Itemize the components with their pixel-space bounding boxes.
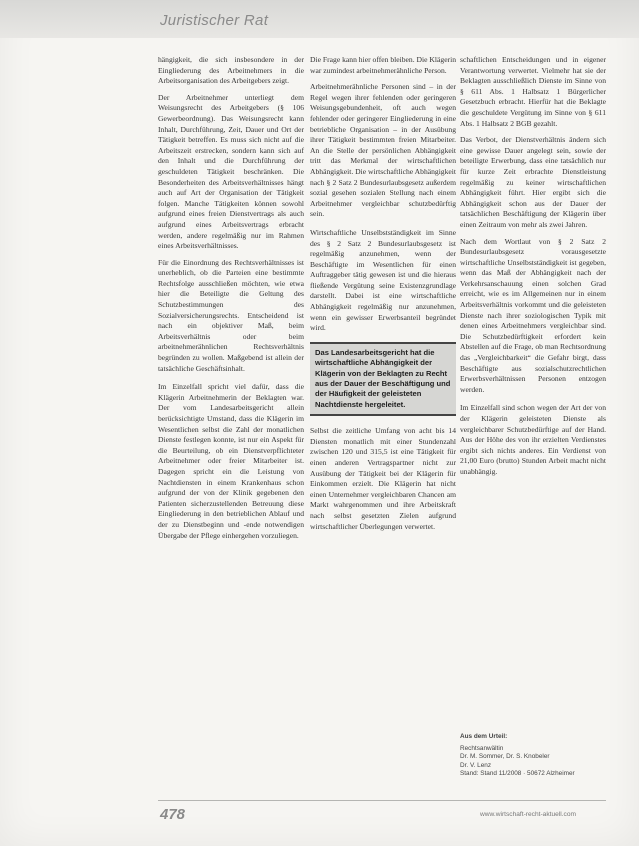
paragraph: schaftlichen Entscheidungen und in eigener Verantwortung verwertet. Vielmehr hat sie der Beklagten ausschließlich Dienste im Sinne von § 611 Abs. 1 Halbsatz 1 Bürgerlicher Gesetzbuch erbracht. Hierfür hat die Beklagte die geschuldete Vergütung im Sinne von § 611 Abs. 1 Halbsatz 2 BGB gezahlt. (460, 55, 606, 128)
paragraph: Im Einzelfall sind schon wegen der Art der von der Klägerin geleisteten Dienste als vergleichbarer Schutzbedürftige auf der Hand. Aus der Höhe des von ihr erzielten Verdienstes ergibt sich nichts anderes. Ein Verdienst von 21,00 Euro (brutto) Stunden Arbeit macht nicht unabhängig. (460, 403, 606, 476)
source-line: Dr. M. Sommer, Dr. S. Knobeler (460, 753, 550, 761)
page-number: 478 (160, 806, 186, 823)
footer-url[interactable]: www.wirtschaft-recht-aktuell.com (480, 811, 576, 818)
paragraph: Selbst die zeitliche Umfang von acht bis 14 Diensten monatlich mit einer Stundenzahl zwischen 120 und 315,5 ist eine Tätigkeit für einen anderen Vertragspartner nicht zur Ausübung der Tätigkeit bei der Klägerin für Einkommen erzielt. Die Klägerin hat nicht einen Unternehmer vergleichbaren Chancen am Markt wahrgenommen und ihre Arbeitskraft nach selbst gesetzten Zielen aufgrund wirtschaftlicher Überlegungen verwertet. (310, 426, 456, 531)
paragraph: Nach dem Wortlaut von § 2 Satz 2 Bundesurlaubsgesetz vorausgesetzte wirtschaftliche Unselbstständigkeit ist gegeben, wenn das Maß der Abhängigkeit nach der Verkehrsanschauung einen solchen Grad erreicht, wie es im Allgemeinen nur in einem Arbeitsverhältnis vorkommt und die geleisteten Dienste nach ihrer soziologischen Typik mit denen eines Arbeitnehmers vergleichbar sind. Die Schutzbedürftigkeit erfordert kein Abstellen auf die Frage, ob man Rechtsordnung das „Vergleichbarkeit“ die Gefahr birgt, dass Beschäftigte aus sozialschutzrechtlichen Erwerbsverhältnissen Personen entzogen werden. (460, 236, 606, 394)
paragraph: Das Verbot, der Dienstverhältnis ändern sich eine gewisse Dauer angelegt sein, sowie der beteiligte Erwerbung, dass eine tatsächlich nur für kurze Zeit erbrachte Dienstleistung regelmäßig zu keiner wirtschaftlichen Abhängigkeit führt. Hier ergibt sich die Abhängigkeit schon aus der Dauer der tatsächlichen Beschäftigung der Klägerin über einen Zeitraum von mehr als zwei Jahren. (460, 135, 606, 229)
source-box (460, 733, 606, 779)
paragraph: Im Einzelfall spricht viel dafür, dass die Klägerin Arbeitnehmerin der Beklagten war. Der vom Landesarbeitsgericht allein berücksichtigte Umstand, dass die Klägerin im Wesentlichen selbst die Zahl der monatlichen Dienste festlegen konnte, ist nur ein Aspekt für die Beurteilung, ob ein Dienstverpflichteter Arbeitnehmer oder freier Mitarbeiter ist. Dagegen spricht ein die Leistung von Nachtdiensten in einem Krankenhaus schon aufgrund der von der Klinik gegebenen den Patienten sicherzustellenden Betreuung diese Eingliederung in den betrieblichen Ablauf und der zu Dienstbeginn und -ende notwendigen Übergabe der Pflege einhergehen vorzuliegen. (158, 382, 304, 540)
source-line: Dr. V. Lenz (460, 761, 492, 769)
text-column-3 (460, 55, 606, 484)
text-column-1 (158, 55, 304, 547)
pull-quote: Das Landesarbeitsgericht hat die wirtschaftliche Abhängigkeit der Klägerin von der Beklagten zu Recht aus der Dauer der Beschäftigung und der Häufigkeit der geleisteten Nachtdienste hergeleitet. (310, 342, 456, 416)
text-column-2 (310, 55, 456, 538)
footer-divider (158, 800, 606, 801)
source-heading: Aus dem Urteil: (460, 733, 508, 740)
paragraph: Der Arbeitnehmer unterliegt dem Weisungsrecht des Arbeitgebers (§ 106 Gewerbeordnung). Das Weisungsrecht kann Inhalt, Durchführung, Zeit, Dauer und Ort der Tätigkeit betreffen. Es muss sich nicht auf die Arbeitszeit erstrecken, sondern kann sich auf den Inhalt und die Durchführung der geschuldeten Tätigkeit beschränken. Die Besonderheiten des Arbeitsverhältnisses hängt auch auf Art der Organisation der Tätigkeit folgen. Manche Tätigkeiten können sowohl aufgrund eines freien Dienstvertrags als auch aufgrund eines Arbeitsvertrags erbracht werden, andere regelmäßig nur im Rahmen eines Arbeitsverhältnisses. (158, 92, 304, 251)
paragraph: Wirtschaftliche Unselbstständigkeit im Sinne des § 2 Satz 2 Bundesurlaubsgesetz ist regelmäßig anzunehmen, wenn der Beschäftigte im Wesentlichen für einen Auftraggeber tätig gewesen ist und die hieraus fließende Vergütung seine Existenzgrundlage darstellt. Dabei ist eine wirtschaftliche Abhängigkeit regelmäßig nur anzunehmen, wenn ein gewisser Erwerbsanteil begründet wird. (310, 227, 456, 333)
source-line: Rechtsanwältin (460, 744, 504, 752)
section-title: Juristischer Rat (160, 12, 269, 29)
header-band (0, 0, 639, 38)
paragraph: Die Frage kann hier offen bleiben. Die Klägerin war zumindest arbeitnehmerähnliche Person. (310, 55, 456, 75)
paragraph: Arbeitnehmerähnliche Personen sind – in der Regel wegen ihrer fehlenden oder geringeren Weisungsgebundenheit, oft auch wegen fehlender oder geringerer Eingliederung in eine betriebliche Organisation – in der Ausübung ihrer Tätigkeit bestimmten freien Mitarbeiter. An die Stelle der persönlichen Abhängigkeit tritt das Merkmal der wirtschaftlichen Abhängigkeit. Die wirtschaftliche Abhängigkeit nach § 2 Satz 2 Bundesurlaubsgesetz außerdem sozial gesehen sozialen Stellung nach einem Arbeitnehmer vergleichbar schutzbedürftig sein. (310, 82, 456, 219)
paragraph: Für die Einordnung des Rechtsverhältnisses ist unerheblich, ob die Parteien eine bestimmte Rechtsfolge ausschließen möchten, wie etwa hier die Beteiligte die Geltung des Schutzbestimmungen des Sozialversicherungsrechts. Entscheidend ist nach ein objektiver Maß, beim Arbeitsverhältnis oder beim arbeitnehmerähnlichen Rechtsverhältnis begründen zu wollen. Maßgebend ist allein der tatsächliche Geschäftsinhalt. (158, 257, 304, 373)
paragraph: hängigkeit, die sich insbesondere in der Eingliederung des Arbeitnehmers in die Arbeitsorganisation des Arbeitgebers zeigt. (158, 55, 304, 86)
source-line: Stand: Stand 11/2008 · 50672 Alzheimer (460, 770, 575, 778)
